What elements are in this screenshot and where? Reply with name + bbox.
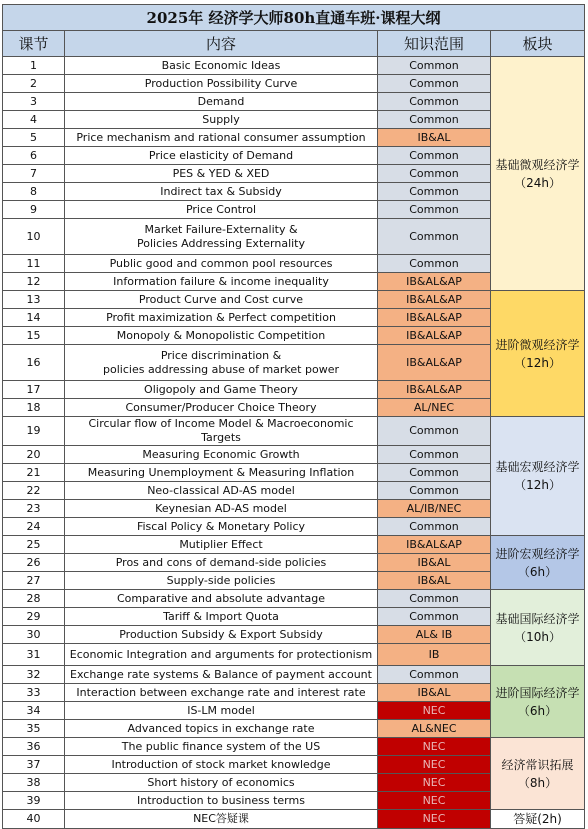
- lesson-content: Short history of economics: [65, 774, 378, 792]
- lesson-content: Price mechanism and rational consumer assumption: [65, 129, 378, 147]
- lesson-content: Oligopoly and Game Theory: [65, 381, 378, 399]
- lesson-content: Neo-classical AD-AS model: [65, 482, 378, 500]
- header-knowledge-scope: 知识范围: [378, 31, 491, 57]
- section-name: 进阶国际经济学: [495, 685, 580, 700]
- knowledge-scope: AL&NEC: [378, 720, 491, 738]
- lesson-content: NEC答疑课: [65, 810, 378, 829]
- section-name: 经济常识拓展: [501, 757, 574, 772]
- lesson-number: 19: [3, 417, 65, 446]
- lesson-number: 9: [3, 201, 65, 219]
- lesson-content: Price elasticity of Demand: [65, 147, 378, 165]
- section-basic-macro: [491, 417, 585, 536]
- lesson-number: 35: [3, 720, 65, 738]
- knowledge-scope: Common: [378, 75, 491, 93]
- knowledge-scope: Common: [378, 111, 491, 129]
- header-section: 板块: [491, 31, 585, 57]
- knowledge-scope: Common: [378, 165, 491, 183]
- knowledge-scope: Common: [378, 147, 491, 165]
- knowledge-scope: Common: [378, 446, 491, 464]
- lesson-number: 32: [3, 666, 65, 684]
- knowledge-scope: IB&AL&AP: [378, 273, 491, 291]
- section-basic-international: [491, 590, 585, 666]
- lesson-number: 2: [3, 75, 65, 93]
- knowledge-scope: IB: [378, 644, 491, 666]
- table-row: [3, 291, 585, 309]
- section-hours: （8h）: [517, 775, 558, 790]
- section-name: 进阶微观经济学: [495, 337, 580, 352]
- knowledge-scope: Common: [378, 666, 491, 684]
- knowledge-scope: Common: [378, 93, 491, 111]
- section-name: 进阶宏观经济学: [495, 546, 580, 561]
- lesson-number: 7: [3, 165, 65, 183]
- lesson-content: PES & YED & XED: [65, 165, 378, 183]
- lesson-number: 17: [3, 381, 65, 399]
- lesson-number: 26: [3, 554, 65, 572]
- lesson-number: 39: [3, 792, 65, 810]
- knowledge-scope: IB&AL&AP: [378, 327, 491, 345]
- table-row: [3, 666, 585, 684]
- table-row: [3, 417, 585, 446]
- knowledge-scope: Common: [378, 201, 491, 219]
- lesson-number: 24: [3, 518, 65, 536]
- lesson-number: 20: [3, 446, 65, 464]
- table-row: [3, 738, 585, 756]
- lesson-content: Economic Integration and arguments for protectionism: [65, 644, 378, 666]
- section-basic-micro: [491, 57, 585, 291]
- header-lesson-number: 课节: [3, 31, 65, 57]
- lesson-number: 37: [3, 756, 65, 774]
- section-hours: （10h）: [514, 629, 561, 644]
- lesson-number: 16: [3, 345, 65, 381]
- section-hours: （6h）: [517, 703, 558, 718]
- lesson-number: 10: [3, 219, 65, 255]
- content-line: policies addressing abuse of market power: [103, 362, 339, 376]
- lesson-content: [65, 345, 378, 381]
- lesson-content: Comparative and absolute advantage: [65, 590, 378, 608]
- lesson-number: 13: [3, 291, 65, 309]
- lesson-content: Price Control: [65, 201, 378, 219]
- lesson-content: Interaction between exchange rate and interest rate: [65, 684, 378, 702]
- section-advanced-micro: [491, 291, 585, 417]
- lesson-number: 1: [3, 57, 65, 75]
- section-name: 基础宏观经济学: [495, 460, 580, 474]
- lesson-content: Exchange rate systems & Balance of payment account: [65, 666, 378, 684]
- lesson-number: 27: [3, 572, 65, 590]
- section-advanced-international: [491, 666, 585, 738]
- knowledge-scope: AL/NEC: [378, 399, 491, 417]
- section-name: 基础国际经济学: [495, 611, 580, 626]
- lesson-number: 3: [3, 93, 65, 111]
- lesson-content: Tariff & Import Quota: [65, 608, 378, 626]
- knowledge-scope: NEC: [378, 792, 491, 810]
- lesson-content: IS-LM model: [65, 702, 378, 720]
- lesson-number: 15: [3, 327, 65, 345]
- content-line: Policies Addressing Externality: [136, 236, 305, 250]
- lesson-number: 34: [3, 702, 65, 720]
- lesson-content: Basic Economic Ideas: [65, 57, 378, 75]
- knowledge-scope: NEC: [378, 756, 491, 774]
- knowledge-scope: Common: [378, 590, 491, 608]
- syllabus-table: [2, 4, 585, 829]
- lesson-number: 22: [3, 482, 65, 500]
- knowledge-scope: NEC: [378, 738, 491, 756]
- table-row: [3, 536, 585, 554]
- section-hours: （24h）: [514, 175, 561, 190]
- knowledge-scope: IB&AL&AP: [378, 536, 491, 554]
- lesson-number: 30: [3, 626, 65, 644]
- lesson-content: Advanced topics in exchange rate: [65, 720, 378, 738]
- lesson-number: 11: [3, 255, 65, 273]
- section-general-knowledge: [491, 738, 585, 810]
- knowledge-scope: Common: [378, 57, 491, 75]
- lesson-number: 40: [3, 810, 65, 829]
- lesson-content: The public finance system of the US: [65, 738, 378, 756]
- header-content: 内容: [65, 31, 378, 57]
- lesson-content: Supply: [65, 111, 378, 129]
- content-line: Market Failure-Externality &: [144, 222, 298, 236]
- lesson-content: Indirect tax & Subsidy: [65, 183, 378, 201]
- knowledge-scope: IB&AL&AP: [378, 345, 491, 381]
- section-hours: （12h）: [514, 478, 561, 492]
- knowledge-scope: Common: [378, 464, 491, 482]
- lesson-number: 36: [3, 738, 65, 756]
- knowledge-scope: AL/IB/NEC: [378, 500, 491, 518]
- knowledge-scope: Common: [378, 518, 491, 536]
- page-title: 2025年 经济学大师80h直通车班·课程大纲: [3, 5, 585, 31]
- section-name: 基础微观经济学: [495, 157, 580, 172]
- knowledge-scope: IB&AL: [378, 572, 491, 590]
- knowledge-scope: AL& IB: [378, 626, 491, 644]
- lesson-content: Fiscal Policy & Monetary Policy: [65, 518, 378, 536]
- content-line: Price discrimination &: [160, 348, 282, 362]
- lesson-content: Measuring Economic Growth: [65, 446, 378, 464]
- knowledge-scope: NEC: [378, 810, 491, 829]
- knowledge-scope: IB&AL&AP: [378, 381, 491, 399]
- lesson-content: Circular flow of Income Model & Macroeconomic Targets: [65, 417, 378, 446]
- knowledge-scope: IB&AL: [378, 684, 491, 702]
- lesson-content: Pros and cons of demand-side policies: [65, 554, 378, 572]
- lesson-content: Mutiplier Effect: [65, 536, 378, 554]
- lesson-content: Information failure & income inequality: [65, 273, 378, 291]
- knowledge-scope: IB&AL: [378, 129, 491, 147]
- lesson-number: 33: [3, 684, 65, 702]
- lesson-number: 38: [3, 774, 65, 792]
- knowledge-scope: Common: [378, 219, 491, 255]
- lesson-number: 8: [3, 183, 65, 201]
- knowledge-scope: Common: [378, 255, 491, 273]
- knowledge-scope: NEC: [378, 702, 491, 720]
- lesson-content: [65, 219, 378, 255]
- section-qa: [491, 810, 585, 829]
- knowledge-scope: NEC: [378, 774, 491, 792]
- lesson-content: Monopoly & Monopolistic Competition: [65, 327, 378, 345]
- lesson-number: 21: [3, 464, 65, 482]
- knowledge-scope: Common: [378, 417, 491, 446]
- section-hours: （6h）: [517, 564, 558, 579]
- lesson-number: 4: [3, 111, 65, 129]
- knowledge-scope: Common: [378, 183, 491, 201]
- knowledge-scope: IB&AL&AP: [378, 291, 491, 309]
- knowledge-scope: Common: [378, 608, 491, 626]
- lesson-content: Demand: [65, 93, 378, 111]
- lesson-number: 25: [3, 536, 65, 554]
- lesson-content: Consumer/Producer Choice Theory: [65, 399, 378, 417]
- section-advanced-macro: [491, 536, 585, 590]
- table-row: [3, 57, 585, 75]
- lesson-number: 23: [3, 500, 65, 518]
- lesson-number: 31: [3, 644, 65, 666]
- table-row: [3, 810, 585, 829]
- lesson-number: 5: [3, 129, 65, 147]
- lesson-content: Production Possibility Curve: [65, 75, 378, 93]
- lesson-content: Profit maximization & Perfect competition: [65, 309, 378, 327]
- lesson-content: Keynesian AD-AS model: [65, 500, 378, 518]
- knowledge-scope: Common: [378, 482, 491, 500]
- lesson-content: Introduction to business terms: [65, 792, 378, 810]
- lesson-content: Introduction of stock market knowledge: [65, 756, 378, 774]
- table-row: [3, 590, 585, 608]
- lesson-content: Public good and common pool resources: [65, 255, 378, 273]
- section-hours: （12h）: [514, 355, 561, 370]
- lesson-content: Production Subsidy & Export Subsidy: [65, 626, 378, 644]
- lesson-number: 29: [3, 608, 65, 626]
- knowledge-scope: IB&AL: [378, 554, 491, 572]
- lesson-content: Product Curve and Cost curve: [65, 291, 378, 309]
- lesson-content: Supply-side policies: [65, 572, 378, 590]
- lesson-number: 28: [3, 590, 65, 608]
- lesson-content: Measuring Unemployment & Measuring Inflation: [65, 464, 378, 482]
- section-name: 答疑(2h): [513, 812, 562, 826]
- lesson-number: 14: [3, 309, 65, 327]
- lesson-number: 12: [3, 273, 65, 291]
- lesson-number: 18: [3, 399, 65, 417]
- knowledge-scope: IB&AL&AP: [378, 309, 491, 327]
- lesson-number: 6: [3, 147, 65, 165]
